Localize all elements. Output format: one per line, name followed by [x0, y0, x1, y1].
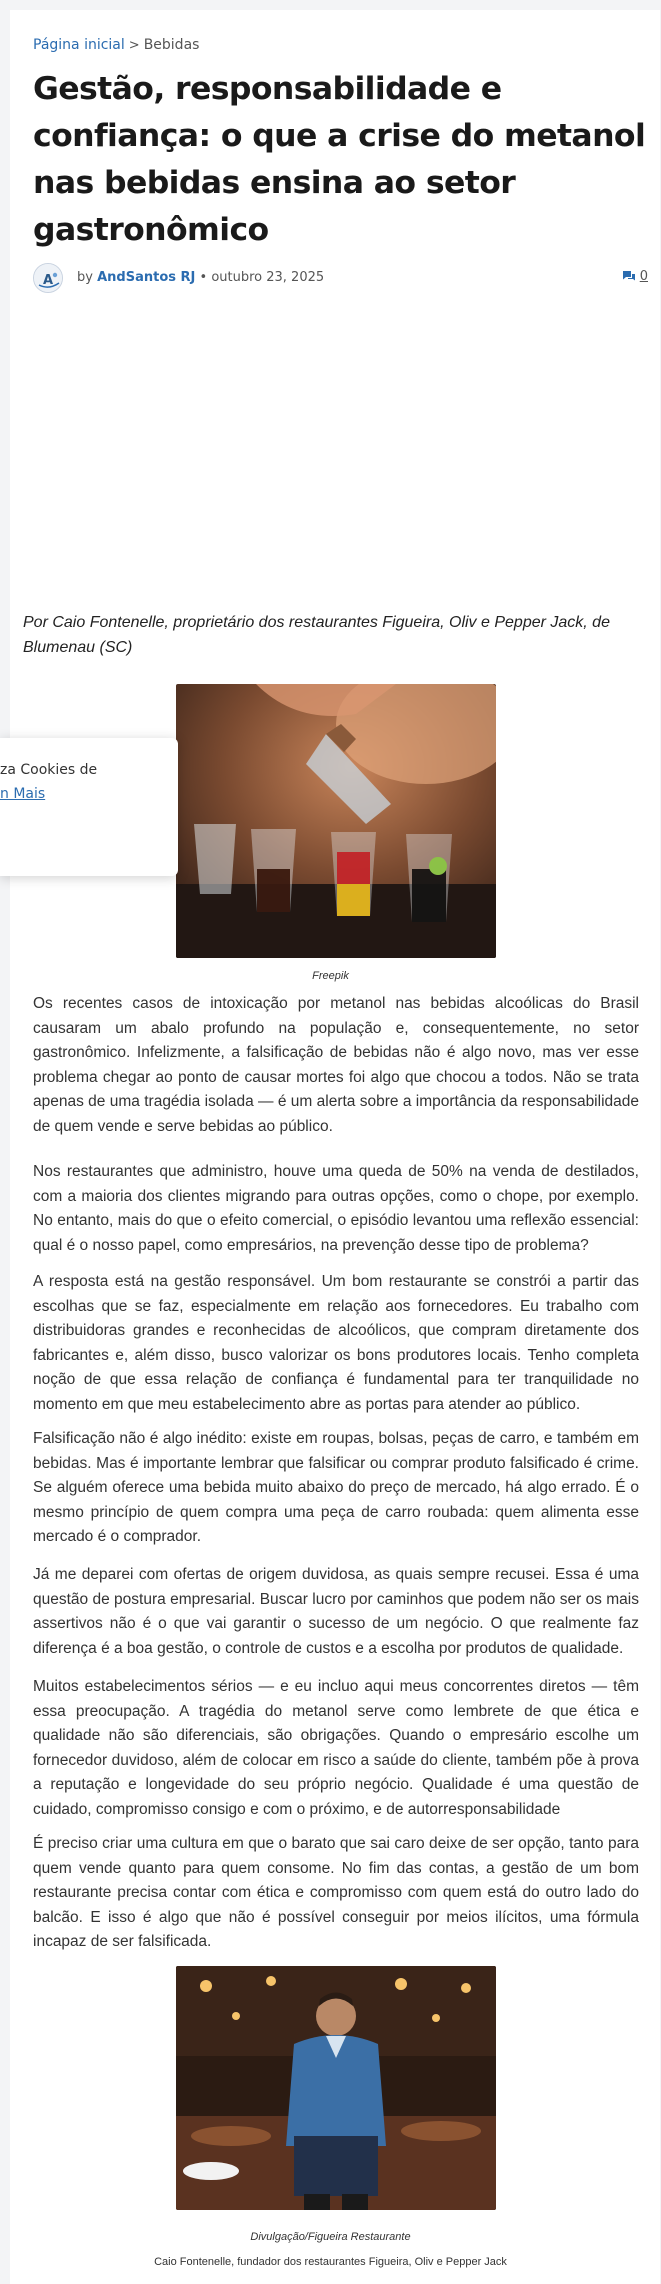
breadcrumb-home-link[interactable]: Página inicial: [33, 37, 125, 53]
paragraph-6: Muitos estabelecimentos sérios — e eu incluo aqui meus concorrentes diretos — têm essa preocupação. A tragédia do metanol serve como lembrete de que ética e qualidade não são diferenciais, são obrigações. Quando o empresário escolhe um fornecedor duvidoso, além de colocar em risco a saúde do cliente, também põe à prova a reputação e longevidade do seu próprio negócio. Qualidade é uma questão de cuidado, compromisso consigo e com o próximo, e de autorresponsabilidade: [33, 1678, 639, 1818]
comments-link[interactable]: [622, 269, 648, 284]
article-title: Gestão, responsabilidade e confiança: o que a crise do metanol nas bebidas ensina ao setor gastronômico: [33, 71, 646, 248]
author-link[interactable]: AndSantos RJ: [97, 270, 196, 285]
paragraph-4: Falsificação não é algo inédito: existe em roupas, bolsas, peças de carro, e também em bebidas. Mas é importante lembrar que falsificar ou comprar produto falsificado é crime. Se alguém oferece uma bebida muito abaixo do preço de mercado, há algo errado. É o mesmo princípio de quem compra uma peça de carro roubada: quem alimenta esse mercado é o comprador.: [33, 1430, 639, 1545]
byline: [77, 270, 324, 285]
svg-text:A: A: [43, 273, 54, 288]
shot-glasses-photo: [176, 684, 496, 958]
author-avatar[interactable]: [33, 263, 63, 293]
byline-prefix: by: [77, 270, 93, 285]
breadcrumb: [33, 37, 199, 53]
cookie-banner: [0, 738, 178, 876]
paragraph-1: Os recentes casos de intoxicação por metanol nas bebidas alcoólicas do Brasil causaram um abalo profundo na população e, consequentemente, no setor gastronômico. Infelizmente, a falsificação de bebidas não é algo novo, mas ver esse problema chegar ao ponto de causar mortes foi algo que chocou a todos. Não se trata apenas de uma tragédia isolada — é um alerta sobre a importância da responsabilidade de quem vende e serve bebidas ao público.: [33, 995, 639, 1135]
image2-subcaption: Caio Fontenelle, fundador dos restaurantes Figueira, Oliv e Pepper Jack: [154, 2256, 507, 2268]
founder-photo: [176, 1966, 496, 2210]
cookie-banner-text: za Cookies de: [0, 762, 98, 778]
post-date: • outubro 23, 2025: [199, 270, 325, 285]
paragraph-2: Nos restaurantes que administro, houve uma queda de 50% na venda de destilados, com a maioria dos clientes migrando para outras opções, como o chope, por exemplo. No entanto, mais do que o efeito comercial, o episódio levantou uma reflexão essencial: qual é o nosso papel, como empresários, na prevenção desse tipo de problema?: [33, 1163, 639, 1254]
breadcrumb-current: Bebidas: [143, 37, 200, 53]
shot-glasses-image: [176, 684, 496, 958]
cookie-learn-more-link[interactable]: n Mais: [0, 786, 46, 802]
paragraph-7: É preciso criar uma cultura em que o barato que sai caro deixe de ser opção, tanto para quem vende quanto para quem consome. No fim das contas, a gestão de um bom restaurante precisa contar com ética e compromisso com quem está do outro lado do balcão. E isso é algo que não é possível conseguir por meios ilícitos, uma fórmula incapaz de ser falsificada.: [33, 1835, 639, 1950]
comment-count: 0: [639, 269, 648, 284]
image1-caption: Freepik: [312, 970, 349, 982]
article-meta: [33, 263, 648, 293]
breadcrumb-separator: >: [128, 38, 140, 53]
avatar-logo-icon: [34, 264, 63, 293]
image2-caption: Divulgação/Figueira Restaurante: [250, 2231, 411, 2243]
article-credit: Por Caio Fontenelle, proprietário dos restaurantes Figueira, Oliv e Pepper Jack, de Blumenau (SC): [23, 614, 610, 656]
founder-image: [176, 1966, 496, 2210]
paragraph-3: A resposta está na gestão responsável. Um bom restaurante se constrói a partir das escolhas que se faz, especialmente em relação aos fornecedores. Eu trabalho com distribuidoras grandes e reconhecidas de alcoólicos, que compram diretamente dos fabricantes e, além disso, busco valorizar os bons produtores locais. Tenho completa noção de que essa relação de confiança é fundamental para ter tranquilidade no momento em que meu estabelecimento abre as portas para atender ao público.: [33, 1273, 639, 1413]
paragraph-5: Já me deparei com ofertas de origem duvidosa, as quais sempre recusei. Essa é uma questão de postura empresarial. Buscar lucro por caminhos que podem não ser os mais assertivos não é o que vai garantir o sucesso de um negócio. O que realmente faz diferença é a boa gestão, o controle de custos e a escolha por produtos de qualidade.: [33, 1566, 639, 1657]
comments-icon: [622, 270, 636, 283]
